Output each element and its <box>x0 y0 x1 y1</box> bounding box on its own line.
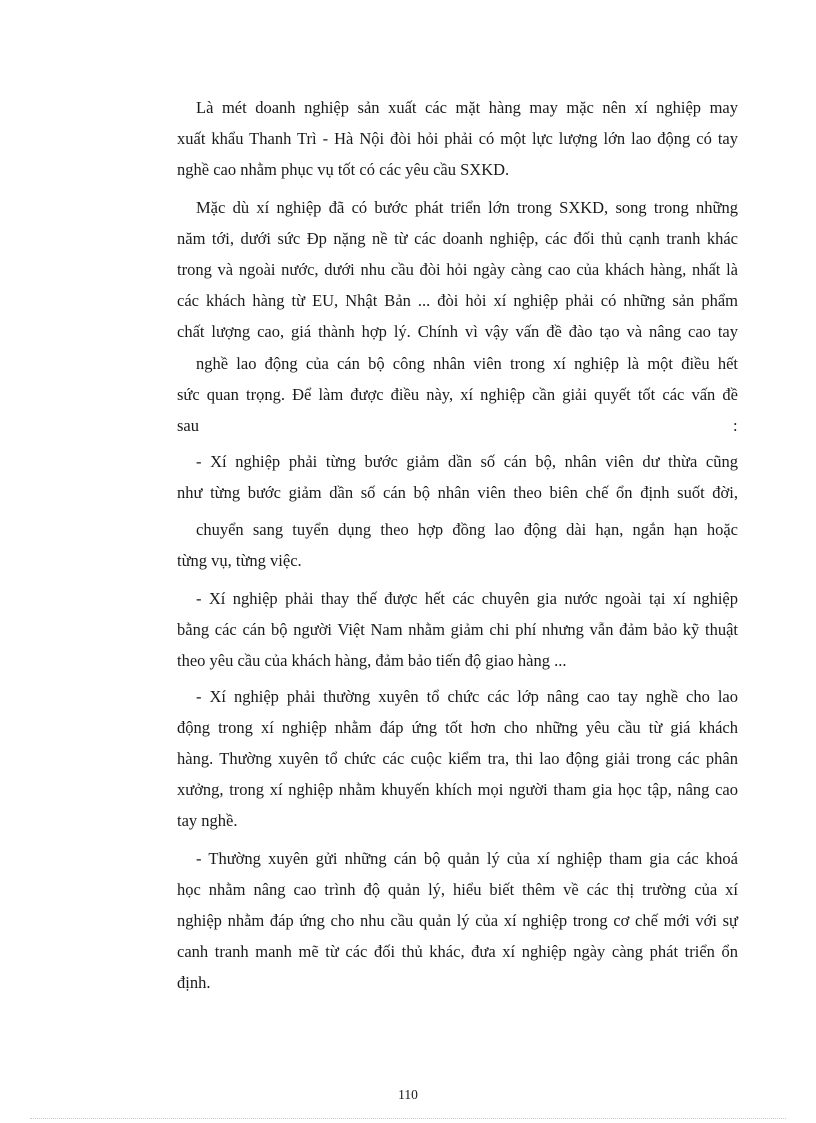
text-line: định. <box>177 973 211 992</box>
text-line: - Thường xuyên gửi những cán bộ quản lý của xí nghiệp tham gia các khoá <box>196 849 738 868</box>
text-line: Mặc dù xí nghiệp đã có bước phát triển lớn trong SXKD, song trong những <box>196 198 738 217</box>
text-line: nghiệp nhằm đáp ứng cho nhu cầu quản lý của xí nghiệp trong cơ chế mới với sự <box>177 911 738 930</box>
text-line: học nhằm nâng cao trình độ quản lý, hiểu biết thêm về các thị trường của xí <box>177 880 738 899</box>
text-line: - Xí nghiệp phải thay thế được hết các chuyên gia nước ngoài tại xí nghiệp <box>196 589 738 608</box>
footer-divider <box>30 1118 786 1119</box>
text-line: tay nghề. <box>177 811 238 830</box>
text-line: nghề cao nhằm phục vụ tốt có các yêu cầu SXKD. <box>177 160 510 179</box>
text-line: - Xí nghiệp phải từng bước giảm dần số cán bộ, nhân viên dư thừa cũng <box>196 452 738 471</box>
text-line: hàng. Thường xuyên tổ chức các cuộc kiểm tra, thi lao động giải trong các phân <box>177 749 738 768</box>
text-line: : <box>733 416 738 435</box>
text-line: trong và ngoài nước, dưới nhu cầu đòi hỏi ngày càng cao của khách hàng, nhất là <box>177 260 738 279</box>
text-line: như từng bước giảm dần số cán bộ nhân viên theo biên chế ổn định suốt đời, <box>177 483 738 502</box>
text-line: xuất khẩu Thanh Trì - Hà Nội đòi hỏi phải có một lực lượng lớn lao động có tay <box>177 129 738 148</box>
page-number: 110 <box>398 1087 418 1102</box>
text-line: chuyển sang tuyển dụng theo hợp đồng lao động dài hạn, ngắn hạn hoặc <box>196 520 738 539</box>
text-line: năm tới, dưới sức Đp nặng nề từ các doanh nghiệp, các đối thủ cạnh tranh khác <box>177 229 738 248</box>
text-line: chất lượng cao, giá thành hợp lý. Chính vì vậy vấn đề đào tạo và nâng cao tay <box>177 322 738 341</box>
text-line: sau <box>177 416 199 435</box>
text-line: sức quan trọng. Để làm được điều này, xí nghiệp cần giải quyết tốt các vấn đề <box>177 385 738 404</box>
text-line: từng vụ, từng việc. <box>177 551 302 570</box>
text-line: xưởng, trong xí nghiệp nhằm khuyến khích mọi người tham gia học tập, nâng cao <box>177 780 738 799</box>
text-line: nghề lao động của cán bộ công nhân viên trong xí nghiệp là một điều hết <box>196 354 738 373</box>
text-line: bằng các cán bộ người Việt Nam nhằm giảm chi phí nhưng vẫn đảm bảo kỹ thuật <box>177 620 738 639</box>
text-line: theo yêu cầu của khách hàng, đảm bảo tiến độ giao hàng ... <box>177 651 567 670</box>
text-line: động trong xí nghiệp nhằm đáp ứng tốt hơn cho những yêu cầu từ giá khách <box>177 718 738 737</box>
text-line: canh tranh manh mẽ từ các đối thủ khác, đưa xí nghiệp ngày càng phát triển ổn <box>177 942 738 961</box>
text-line: - Xí nghiệp phải thường xuyên tổ chức các lớp nâng cao tay nghề cho lao <box>196 687 738 706</box>
text-line: các khách hàng từ EU, Nhật Bản ... đòi hỏi xí nghiệp phải có những sản phẩm <box>177 291 738 310</box>
text-line: Là mét doanh nghiệp sản xuất các mặt hàng may mặc nên xí nghiệp may <box>196 98 738 117</box>
